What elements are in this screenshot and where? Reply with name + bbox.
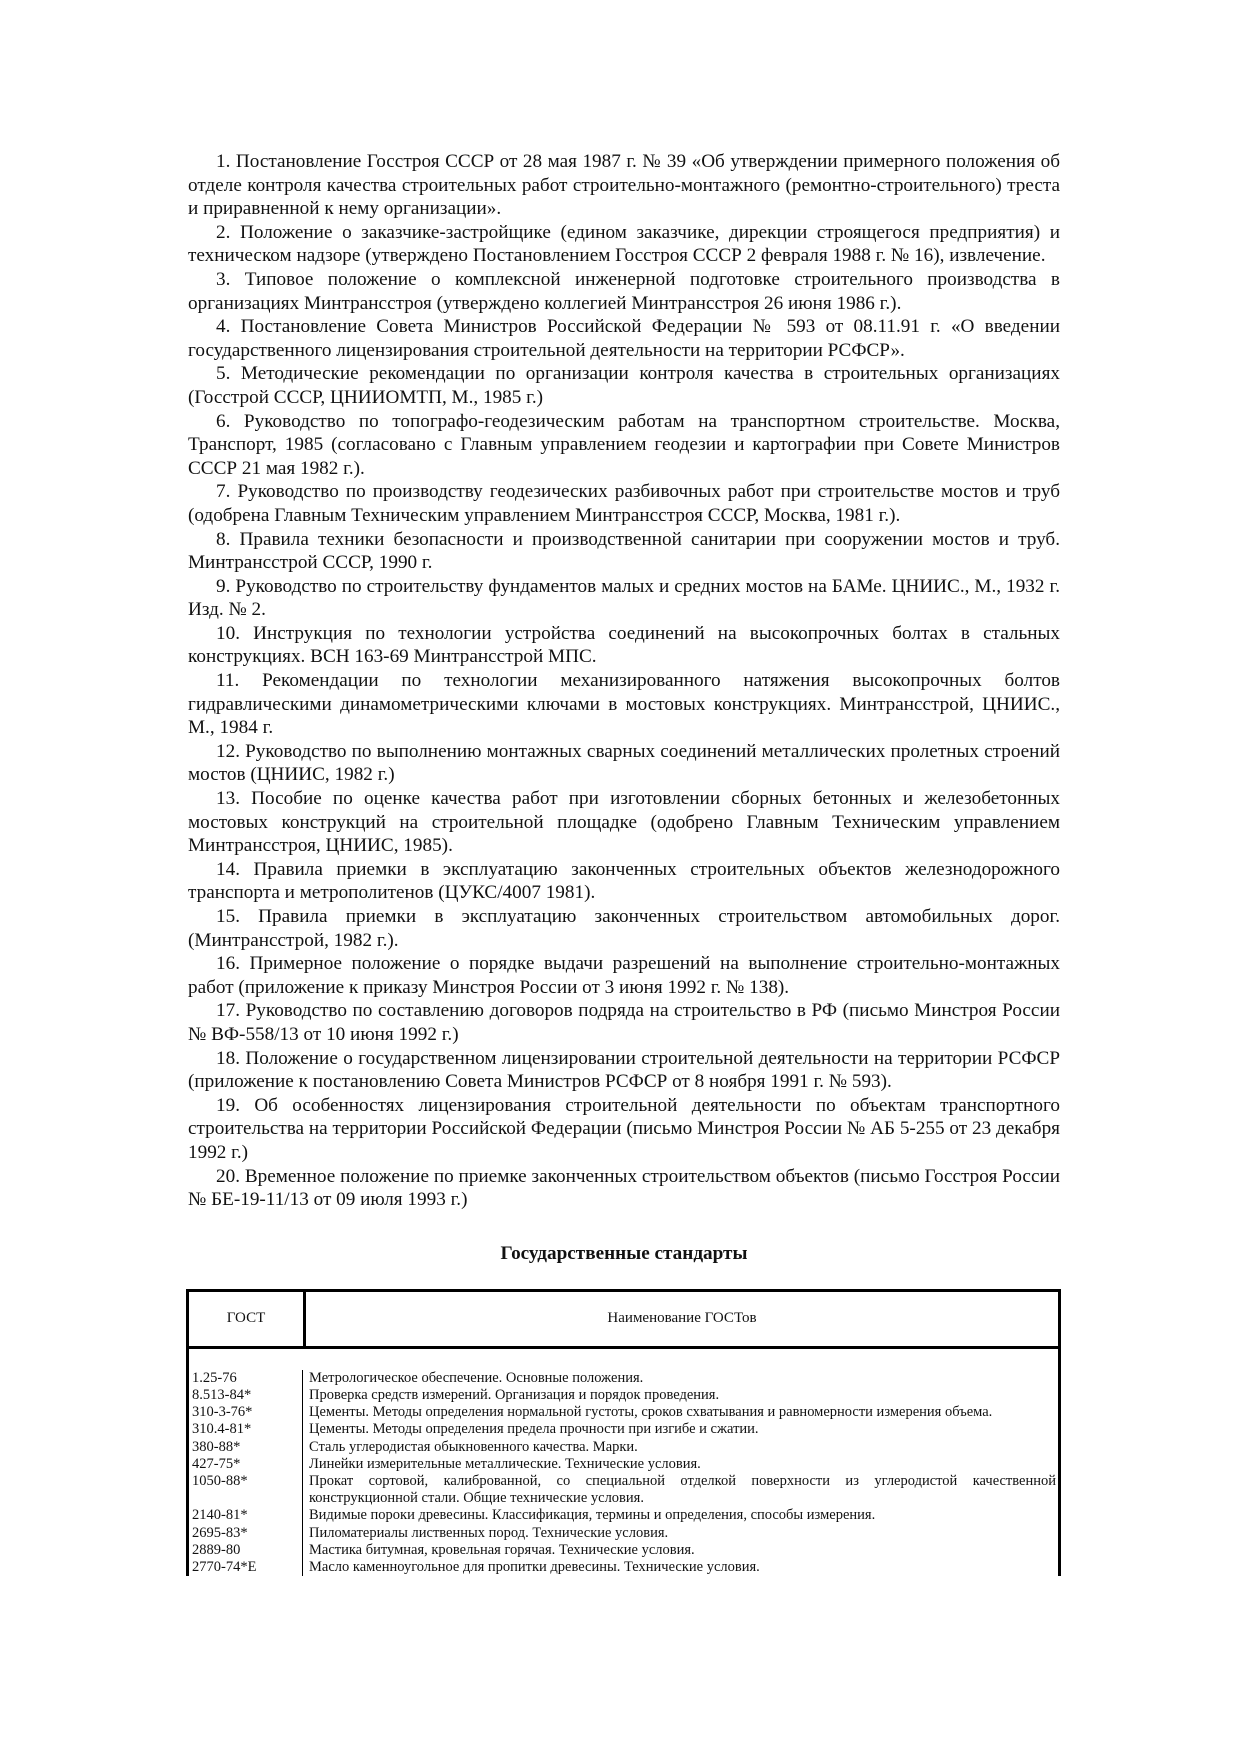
gost-name: Метрологическое обеспечение. Основные положения.	[309, 1369, 644, 1386]
gost-name: Проверка средств измерений. Организация и порядок проведения.	[309, 1386, 720, 1403]
reference-item: 1. Постановление Госстроя СССР от 28 мая 1987 г. № 39 «Об утверждении примерного положения об отделе контроля качества строительных работ строительно-монтажного (ремонтно-строительного) треста и приравненной к нему организации».	[188, 151, 1060, 220]
gost-name: Видимые пороки древесины. Классификация, термины и определения, способы измерения.	[309, 1507, 876, 1524]
table-row	[189, 1542, 1058, 1559]
gost-code: 8.513-84*	[189, 1387, 303, 1404]
gost-name: Цементы. Методы определения нормальной густоты, сроков схватывания и равномерности измерения объема.	[309, 1404, 993, 1421]
gost-code: 310.4-81*	[189, 1421, 303, 1438]
reference-item: 13. Пособие по оценке качества работ при изготовлении сборных бетонных и железобетонных мостовых конструкций на строительной площадке (одобрено Главным Техническим управлением Минтрансстроя, ЦНИИС, 1985).	[188, 788, 1060, 857]
reference-item: 17. Руководство по составлению договоров подряда на строительство в РФ (письмо Минстроя России № ВФ-558/13 от 10 июня 1992 г.)	[188, 1000, 1060, 1045]
reference-item: 10. Инструкция по технологии устройства соединений на высокопрочных болтах в стальных конструкциях. ВСН 163-69 Минтрансстрой МПС.	[188, 622, 1060, 668]
gost-code: 2889-80	[189, 1542, 303, 1559]
table-row	[189, 1387, 1058, 1404]
reference-item: 18. Положение о государственном лицензировании строительной деятельности на территории РСФСР (приложение к постановлению Совета Министров РСФСР от 8 ноября 1991 г. № 593).	[188, 1047, 1060, 1093]
gost-name: Масло каменноугольное для пропитки древесины. Технические условия.	[309, 1558, 760, 1575]
standards-table	[186, 1289, 1061, 1576]
table-row	[189, 1507, 1058, 1524]
reference-item: 14. Правила приемки в эксплуатацию законченных строительных объектов железнодорожного транспорта и метрополитенов (ЦУКС/4007 1981).	[188, 858, 1060, 904]
gost-name: Прокат сортовой, калиброванной, со специальной отделкой поверхности из углеродистой качественной конструкционной стали. Общие технические условия.	[309, 1472, 1056, 1507]
header-gost-code: ГОСТ	[189, 1292, 306, 1346]
gost-name: Сталь углеродистая обыкновенного качества. Марки.	[309, 1438, 638, 1455]
reference-item: 16. Примерное положение о порядке выдачи разрешений на выполнение строительно-монтажных работ (приложение к приказу Минстроя России от 3 июня 1992 г. № 138).	[188, 953, 1060, 998]
table-row	[189, 1559, 1058, 1576]
table-header	[186, 1289, 1061, 1349]
reference-item: 4. Постановление Совета Министров Российской Федерации № 593 от 08.11.91 г. «О введении государственного лицензирования строительной деятельности на территории РСФСР».	[188, 316, 1060, 361]
reference-item: 20. Временное положение по приемке законченных строительством объектов (письмо Госстроя России № БЕ-19-11/13 от 09 июля 1993 г.)	[188, 1165, 1060, 1211]
gost-code: 1.25-76	[189, 1370, 303, 1387]
gost-code: 427-75*	[189, 1456, 303, 1473]
table-body	[186, 1349, 1061, 1576]
references-list	[188, 150, 1060, 1212]
reference-item: 6. Руководство по топографо-геодезическим работам на транспортном строительстве. Москва, Транспорт, 1985 (согласовано с Главным управлением геодезии и картографии при Совете Министров СССР 21 мая 1982 г.).	[188, 410, 1060, 479]
reference-item: 19. Об особенностях лицензирования строительной деятельности по объектам транспортного строительства на территории Российской Федерации (письмо Минстроя России № АБ 5-255 от 23 декабря 1992 г.)	[188, 1094, 1060, 1163]
gost-name: Линейки измерительные металлические. Технические условия.	[309, 1455, 701, 1472]
table-row	[189, 1525, 1058, 1542]
reference-item: 15. Правила приемки в эксплуатацию законченных строительством автомобильных дорог. (Минтрансстрой, 1982 г.).	[188, 906, 1060, 951]
gost-code: 310-3-76*	[189, 1404, 303, 1421]
header-gost-name: Наименование ГОСТов	[607, 1310, 757, 1327]
gost-code: 2770-74*Е	[189, 1559, 303, 1576]
document-page	[188, 150, 1060, 1576]
table-row	[189, 1370, 1058, 1387]
table-row	[189, 1404, 1058, 1421]
reference-item: 11. Рекомендации по технологии механизированного натяжения высокопрочных болтов гидравлическими динамометрическими ключами в мостовых конструкциях. Минтрансстрой, ЦНИИС., М., 1984 г.	[188, 670, 1060, 739]
table-row	[189, 1421, 1058, 1438]
reference-item: 3. Типовое положение о комплексной инженерной подготовке строительного производства в организациях Минтрансстроя (утверждено коллегией Минтрансстроя 26 июня 1986 г.).	[188, 268, 1060, 314]
reference-item: 5. Методические рекомендации по организации контроля качества в строительных организациях (Госстрой СССР, ЦНИИОМТП, М., 1985 г.)	[188, 363, 1060, 408]
gost-name: Цементы. Методы определения предела прочности при изгибе и сжатии.	[309, 1421, 759, 1438]
table-row	[189, 1456, 1058, 1473]
section-title-standards: Государственные стандарты	[500, 1242, 748, 1264]
gost-name: Мастика битумная, кровельная горячая. Технические условия.	[309, 1541, 695, 1558]
table-row	[189, 1473, 1058, 1507]
gost-code: 380-88*	[189, 1439, 303, 1456]
gost-code: 1050-88*	[189, 1473, 303, 1507]
reference-item: 9. Руководство по строительству фундаментов малых и средних мостов на БАМе. ЦНИИС., М., 1932 г. Изд. № 2.	[188, 575, 1060, 621]
table-row	[189, 1439, 1058, 1456]
gost-code: 2140-81*	[189, 1507, 303, 1524]
reference-item: 12. Руководство по выполнению монтажных сварных соединений металлических пролетных строений мостов (ЦНИИС, 1982 г.)	[188, 740, 1060, 786]
reference-item: 7. Руководство по производству геодезических разбивочных работ при строительстве мостов и труб (одобрена Главным Техническим управлением Минтрансстроя СССР, Москва, 1981 г.).	[188, 481, 1060, 526]
gost-name: Пиломатериалы лиственных пород. Технические условия.	[309, 1524, 669, 1541]
gost-code: 2695-83*	[189, 1525, 303, 1542]
reference-item: 8. Правила техники безопасности и производственной санитарии при сооружении мостов и труб. Минтрансстрой СССР, 1990 г.	[188, 528, 1060, 574]
reference-item: 2. Положение о заказчике-застройщике (едином заказчике, дирекции строящегося предприятия) и техническом надзоре (утверждено Постановлением Госстроя СССР 2 февраля 1988 г. № 16), извлечение.	[188, 221, 1060, 267]
